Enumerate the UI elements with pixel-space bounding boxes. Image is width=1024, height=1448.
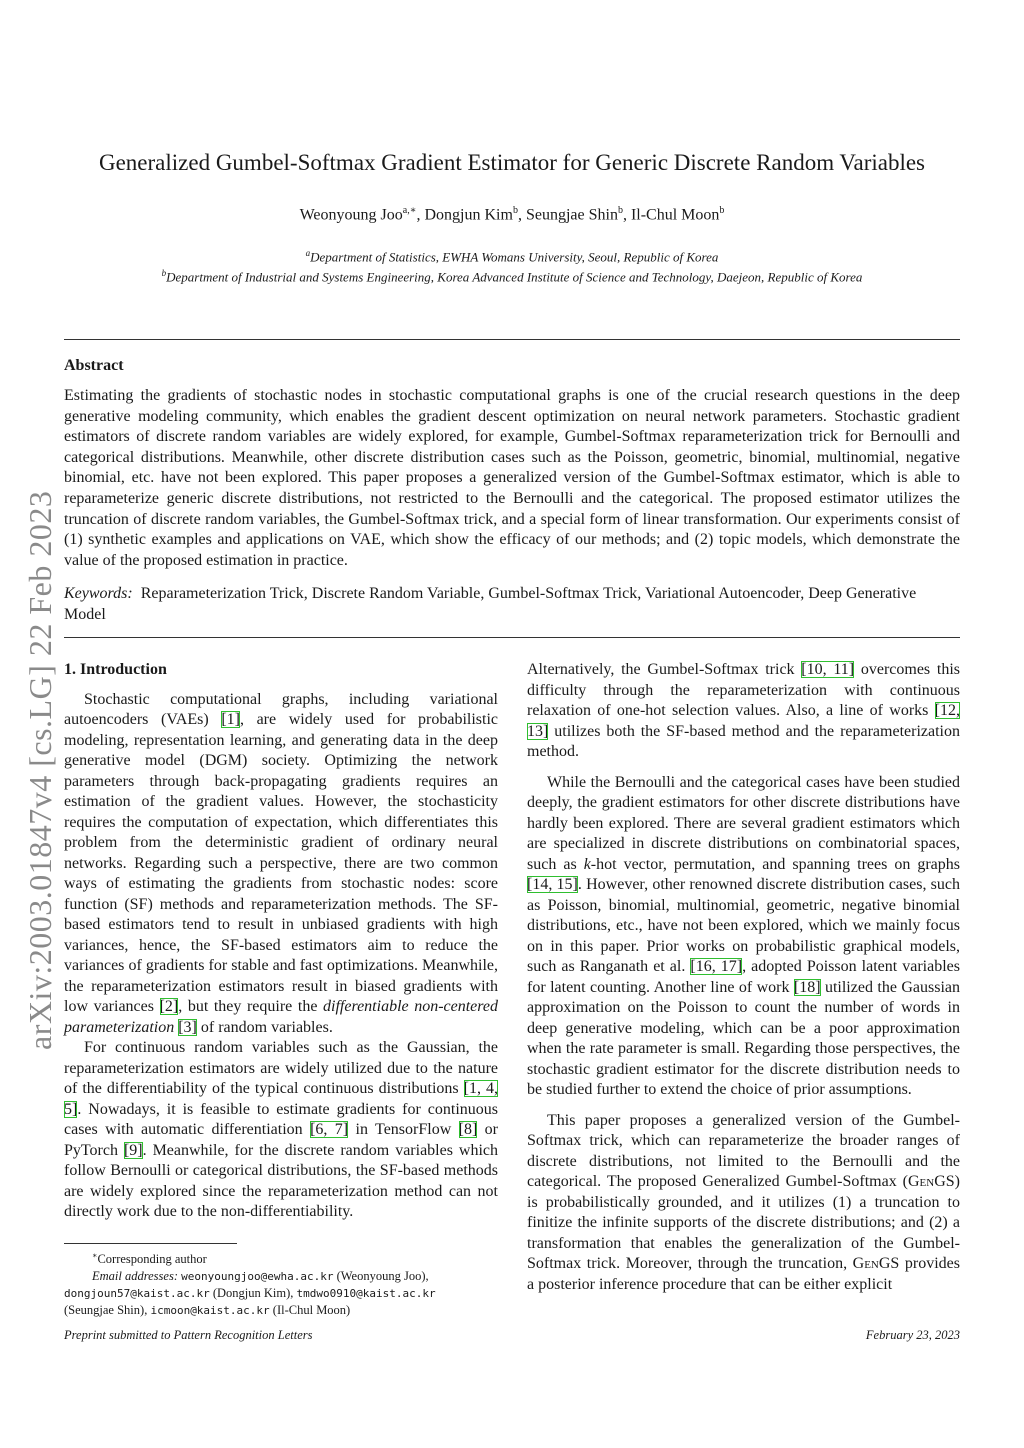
arxiv-sidebar-stamp: arXiv:2003.01847v4 [cs.LG] 22 Feb 2023 (22, 490, 58, 1050)
author-list: Weonyoung Joo$^{a,∗}$, Dongjun Kim$^b$, Seungjae Shin$^b$, Il-Chul Moon$^b$ (299, 205, 725, 224)
email-link[interactable]: icmoon@kaist.ac.kr (150, 1304, 270, 1318)
intro-paragraph-3: Alternatively, the Gumbel-Softmax trick [10, 11] overcomes this difficulty through the reparameterization with continuous relaxation of one-hot selection values. Also, a line of works [12, 13] utilizes both the SF-based method and the reparameterization method. (527, 661, 961, 760)
email-link[interactable]: weonyoungjoo@ewha.ac.kr (181, 1270, 334, 1284)
intro-paragraph-1: Stochastic computational graphs, including variational autoencoders (VAEs) [1], are widely used for probabilistic modeling, representation learning, and generating data in the deep generative model (DGM) society. Optimizing the network parameters through back-propagating gradients requires an estimation of the gradient values. However, the stochasticity requires the computation of expectation, which differentiates this problem from the deterministic gradient of ordinary neural networks. Regarding such a perspective, there are two common ways of estimating the gradients from stochastic nodes: score function (SF) methods and reparameterization methods. The SF-based estimators tend to result in unbiased gradients with high variances, hence, the SF-based estimators aim to reduce the variances of gradients for stable and fast optimizations. Meanwhile, the reparameterization estimators result in biased gradients with low variances [2], but they require the differentiable non-centered parameterization [3] of random variables. (64, 690, 499, 1036)
citation-link[interactable]: [2] (159, 998, 179, 1015)
affiliations (64, 245, 960, 286)
intro-paragraph-4: While the Bernoulli and the categorical cases have been studied deeply, the gradient estimators for other discrete distributions have hardly been explored. There are several gradient estimators which are specialized in discrete distributions on combinatorial spaces, such as k-hot vector, permutation, and spanning trees on graphs [14, 15]. However, other renowned discrete distribution cases, such as Poisson, binomial, multinomial, geometric, negative binomial distributions, etc., have not been explored, which we mainly focus on in this paper. Prior works on probabilistic graphical models, such as Ranganath et al. [16, 17], adopted Poisson latent variables for latent counting. Another line of work [18] utilized the Gaussian approximation on the Poisson to count the number of words in deep generative modeling, which can be a poor approximation when the rate parameter is small. Regarding those perspectives, the stochastic gradient estimator for the discrete distribution needs to be studied further to extend the choice of prior assumptions. (527, 773, 961, 1098)
author-name: Dongjun Kim (424, 206, 513, 224)
footnote-rule (64, 1243, 237, 1244)
keywords (64, 584, 960, 625)
section-heading-introduction: 1. Introduction (64, 661, 167, 678)
keywords-label: Keywords: (64, 585, 133, 602)
author-name: Seungjae Shin (525, 206, 618, 224)
citation-link[interactable]: [9] (123, 1141, 143, 1159)
left-column (64, 660, 498, 1223)
citation-link[interactable]: [10, 11] (801, 661, 855, 678)
citation-link[interactable]: [8] (458, 1121, 478, 1138)
email-link[interactable]: dongjoun57@kaist.ac.kr (64, 1287, 210, 1301)
email-label: Email addresses: (92, 1269, 178, 1284)
footer-submission-note: Preprint submitted to Pattern Recognition Letters (64, 1328, 313, 1342)
right-column (527, 660, 960, 1295)
citation-link[interactable]: [16, 17] (690, 958, 743, 975)
paper-title: Generalized Gumbel-Softmax Gradient Estimator for Generic Discrete Random Variables (98, 150, 925, 175)
footer-date: February 23, 2023 (865, 1328, 960, 1342)
author-name: Il-Chul Moon (630, 206, 720, 224)
citation-link[interactable]: [18] (793, 978, 821, 996)
citation-link[interactable]: [12, 13] (527, 702, 960, 740)
abstract-top-rule (64, 339, 960, 340)
affiliation-a: $^a$Department of Statistics, EWHA Womans University, Seoul, Republic of Korea (305, 248, 719, 265)
author-name: Weonyoung Joo (299, 206, 403, 224)
author-affil-mark: b (617, 205, 623, 216)
author-affil-mark: b (719, 205, 725, 216)
author-affil-mark: a,∗ (402, 205, 417, 216)
footnote: ∗Corresponding author Email addresses: weonyoungjoo@ewha.ac.kr (Weonyoung Joo), dongjoun57@kaist.ac.kr (Dongjun Kim), tmdwo0910@kaist.ac.kr (Seungjae Shin), icmoon@kaist.ac.kr (Il-Chul Moon) (64, 1251, 436, 1318)
citation-link[interactable]: [1, 4, 5] (64, 1080, 499, 1118)
citation-link[interactable]: [6, 7] (310, 1121, 349, 1138)
citation-link[interactable]: [14, 15] (527, 876, 578, 893)
email-link[interactable]: tmdwo0910@kaist.ac.kr (296, 1287, 436, 1301)
intro-paragraph-5: This paper proposes a generalized version of the Gumbel-Softmax trick, which can reparameterize the broader ranges of discrete distributions, not limited to the Bernoulli and the categorical. The proposed Generalized Gumbel-Softmax (GenGS) is probabilistically grounded, and it utilizes (1) a truncation to finitize the infinite supports of the discrete distributions; and (2) a transformation that enables the generalization of the Gumbel-Softmax trick. Moreover, through the truncation, GenGS provides a posterior inference procedure that can be either explicit (527, 1111, 960, 1293)
author-affil-mark: b (512, 205, 518, 216)
affiliation-b: $^b$Department of Industrial and Systems Engineering, Korea Advanced Institute of Science and Technology, Daejeon, Republic of Korea (161, 268, 863, 285)
citation-link[interactable]: [3] (178, 1018, 197, 1036)
abstract-bottom-rule (64, 637, 960, 638)
corresponding-author-note: Corresponding author (97, 1252, 207, 1267)
citation-link[interactable]: [1] (221, 711, 240, 728)
keywords-list: Reparameterization Trick, Discrete Random Variable, Gumbel-Softmax Trick, Variational Autoencoder, Deep Generative Model (64, 585, 917, 623)
abstract-heading: Abstract (64, 357, 124, 374)
intro-paragraph-2: For continuous random variables such as the Gaussian, the reparameterization estimators are widely utilized due to the nature of the differentiability of the typical continuous distributions [1, 4, 5]. Nowadays, it is feasible to estimate gradients for continuous cases with automatic differentiation [6, 7] in TensorFlow [8] or PyTorch [9]. Meanwhile, for the discrete random variables which follow Bernoulli or categorical distributions, the SF-based methods are widely explored since the reparameterization method can not directly work due to the non-differentiability. (64, 1039, 499, 1220)
abstract-text: Estimating the gradients of stochastic nodes in stochastic computational graphs is one of the crucial research questions in the deep generative modeling community, which enables the gradient descent optimization on neural network parameters. Stochastic gradient estimators of discrete random variables are widely explored, for example, Gumbel-Softmax reparameterization trick for Bernoulli and categorical distributions. Meanwhile, other discrete distribution cases such as the Poisson, geometric, binomial, multinomial, negative binomial, etc. have not been explored. This paper proposes a generalized version of the Gumbel-Softmax estimator, which is able to reparameterize generic discrete distributions, not restricted to the Bernoulli and the categorical. The proposed estimator utilizes the truncation of discrete random variables, the Gumbel-Softmax trick, and a special form of linear transformation. Our experiments consist of (1) synthetic examples and applications on VAE, which show the efficacy of our methods; and (2) topic models, which demonstrate the value of the proposed estimation in practice. (64, 387, 960, 569)
